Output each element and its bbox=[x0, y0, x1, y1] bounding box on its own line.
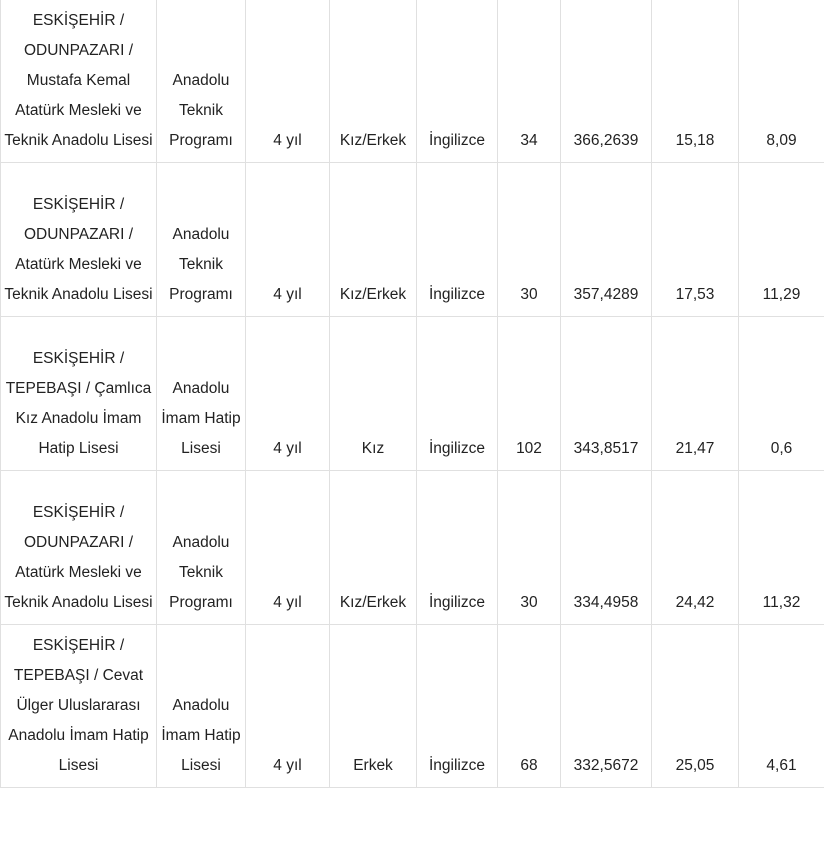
gender-cell: Kız/Erkek bbox=[330, 471, 417, 625]
school-name-cell: ESKİŞEHİR / ODUNPAZARI / Atatürk Mesleki ve Teknik Anadolu Lisesi bbox=[1, 163, 157, 317]
language-cell: İngilizce bbox=[417, 625, 498, 788]
table-row bbox=[1, 625, 824, 788]
duration-cell: 4 yıl bbox=[246, 0, 330, 163]
gender-cell: Kız bbox=[330, 317, 417, 471]
table-row bbox=[1, 163, 824, 317]
percentile-cell: 24,42 bbox=[652, 471, 739, 625]
gender-cell: Erkek bbox=[330, 625, 417, 788]
program-type-cell: Anadolu Teknik Programı bbox=[157, 163, 246, 317]
percentile-cell: 17,53 bbox=[652, 163, 739, 317]
gender-cell: Kız/Erkek bbox=[330, 0, 417, 163]
rate-cell: 11,32 bbox=[739, 471, 824, 625]
quota-cell: 68 bbox=[498, 625, 561, 788]
duration-cell: 4 yıl bbox=[246, 625, 330, 788]
language-cell: İngilizce bbox=[417, 0, 498, 163]
duration-cell: 4 yıl bbox=[246, 163, 330, 317]
language-cell: İngilizce bbox=[417, 471, 498, 625]
quota-cell: 34 bbox=[498, 0, 561, 163]
program-type-cell: Anadolu Teknik Programı bbox=[157, 0, 246, 163]
score-cell: 366,2639 bbox=[561, 0, 652, 163]
gender-cell: Kız/Erkek bbox=[330, 163, 417, 317]
score-cell: 334,4958 bbox=[561, 471, 652, 625]
duration-cell: 4 yıl bbox=[246, 471, 330, 625]
percentile-cell: 15,18 bbox=[652, 0, 739, 163]
rate-cell: 11,29 bbox=[739, 163, 824, 317]
percentile-cell: 21,47 bbox=[652, 317, 739, 471]
language-cell: İngilizce bbox=[417, 317, 498, 471]
quota-cell: 102 bbox=[498, 317, 561, 471]
language-cell: İngilizce bbox=[417, 163, 498, 317]
school-name-cell: ESKİŞEHİR / TEPEBAŞI / Cevat Ülger Uluslararası Anadolu İmam Hatip Lisesi bbox=[1, 625, 157, 788]
score-cell: 343,8517 bbox=[561, 317, 652, 471]
school-name-cell: ESKİŞEHİR / ODUNPAZARI / Mustafa Kemal Atatürk Mesleki ve Teknik Anadolu Lisesi bbox=[1, 0, 157, 163]
duration-cell: 4 yıl bbox=[246, 317, 330, 471]
table-row bbox=[1, 317, 824, 471]
percentile-cell: 25,05 bbox=[652, 625, 739, 788]
table-row bbox=[1, 471, 824, 625]
quota-cell: 30 bbox=[498, 471, 561, 625]
quota-cell: 30 bbox=[498, 163, 561, 317]
score-cell: 357,4289 bbox=[561, 163, 652, 317]
table-row bbox=[1, 0, 824, 163]
rate-cell: 8,09 bbox=[739, 0, 824, 163]
school-name-cell: ESKİŞEHİR / TEPEBAŞI / Çamlıca Kız Anadolu İmam Hatip Lisesi bbox=[1, 317, 157, 471]
program-type-cell: Anadolu Teknik Programı bbox=[157, 471, 246, 625]
school-name-cell: ESKİŞEHİR / ODUNPAZARI / Atatürk Mesleki ve Teknik Anadolu Lisesi bbox=[1, 471, 157, 625]
program-type-cell: Anadolu İmam Hatip Lisesi bbox=[157, 317, 246, 471]
score-cell: 332,5672 bbox=[561, 625, 652, 788]
rate-cell: 0,6 bbox=[739, 317, 824, 471]
program-type-cell: Anadolu İmam Hatip Lisesi bbox=[157, 625, 246, 788]
rate-cell: 4,61 bbox=[739, 625, 824, 788]
